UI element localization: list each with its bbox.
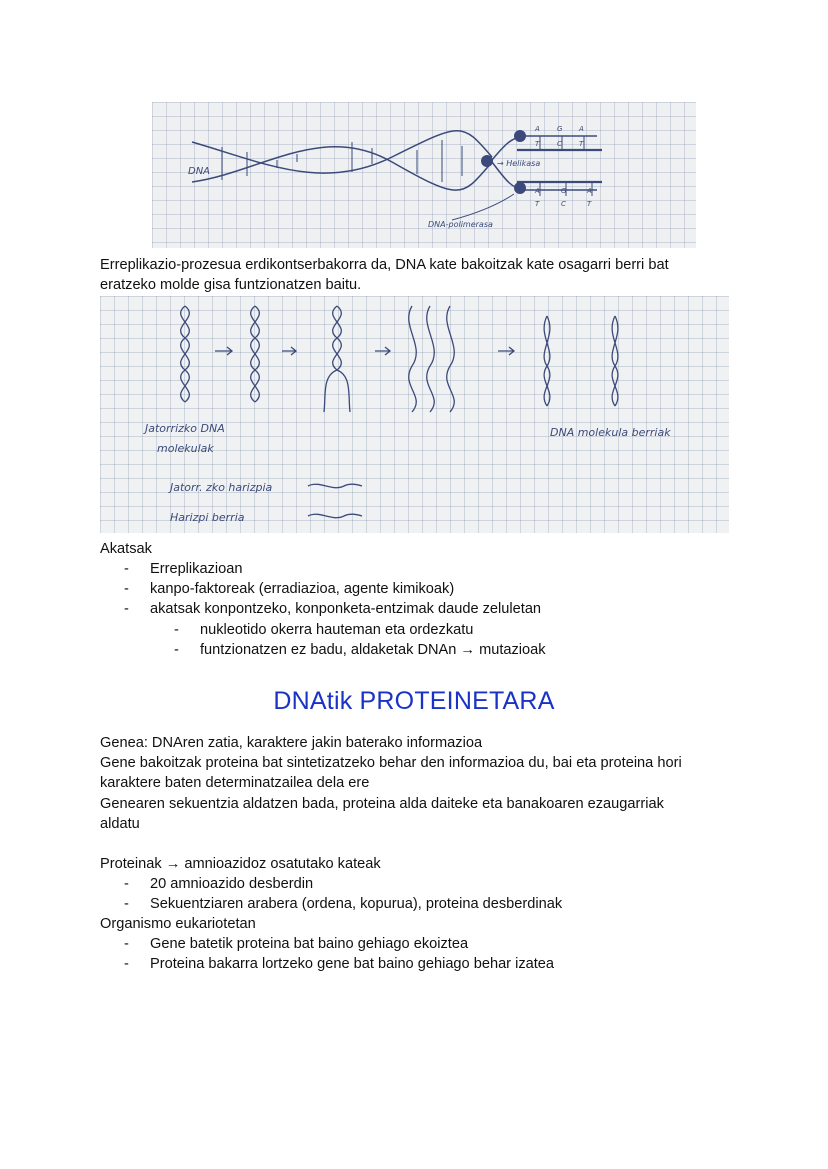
- errors-title: Akatsak: [100, 541, 152, 557]
- top-pair-1: T: [535, 140, 540, 148]
- new-molecules-label: DNA molekula berriak: [550, 426, 671, 439]
- list-item: - nukleotido okerra hauteman eta ordezkatu: [174, 622, 474, 638]
- parent-molecules-label-1: Jatorrizko DNA: [145, 422, 225, 435]
- top-base-3: A: [579, 125, 584, 133]
- gene-line: karaktere baten determinatzailea dela ere: [100, 775, 370, 792]
- semiconservative-drawing: [100, 296, 729, 533]
- proteins-title: Proteinak → amnioazidoz osatutako kateak: [100, 856, 381, 872]
- caption-line-2: eratzeko molde gisa funtzionatzen baitu.: [100, 277, 362, 294]
- bottom-base-3: A: [587, 187, 592, 195]
- gene-paragraph: [100, 733, 750, 834]
- list-item: - Proteina bakarra lortzeko gene bat baino gehiago behar izatea: [124, 956, 555, 973]
- list-item: - funtzionatzen ez badu, aldaketak DNAn → mutazioak: [174, 642, 546, 659]
- legend-new-strand: Harizpi berria: [170, 511, 245, 524]
- gene-line: Genea: DNAren zatia, karaktere jakin baterako informazioa: [100, 735, 483, 751]
- top-pair-3: T: [579, 140, 584, 148]
- top-base-1: A: [535, 125, 540, 133]
- replication-caption: [100, 255, 740, 295]
- list-item: - 20 amnioazido desberdin: [124, 876, 314, 892]
- list-item: - Erreplikazioan: [124, 561, 243, 577]
- eukaryote-list: [124, 934, 555, 974]
- errors-sublist: [174, 620, 546, 660]
- proteins-list: [124, 874, 563, 914]
- bottom-pair-2: C: [561, 200, 566, 208]
- list-item: - Gene batetik proteina bat baino gehiago ekoiztea: [124, 936, 469, 952]
- helicase-label: → Helikasa: [497, 159, 541, 168]
- gene-line: Genearen sekuentzia aldatzen bada, proteina alda daiteke eta banakoaren ezaugarriak: [100, 795, 664, 812]
- parent-molecules-label-2: molekulak: [157, 442, 214, 455]
- caption-line-1: Erreplikazio-prozesua erdikontserbakorra da, DNA kate bakoitzak kate osagarri berri bat: [100, 257, 669, 273]
- errors-list: [124, 559, 542, 620]
- semiconservative-photo: [100, 296, 729, 533]
- bottom-base-1: A: [535, 187, 540, 195]
- replication-fork-drawing: [152, 102, 696, 248]
- bottom-base-2: G: [561, 187, 567, 195]
- dna-label: DNA: [188, 166, 211, 177]
- replication-fork-photo: [152, 102, 696, 248]
- top-base-2: G: [557, 125, 563, 133]
- polymerase-label: DNA-polimerasa: [428, 220, 493, 229]
- list-item: - kanpo-faktoreak (erradiazioa, agente kimikoak): [124, 581, 455, 598]
- section-heading: DNAtik PROTEINETARA: [273, 687, 555, 715]
- bottom-pair-1: T: [535, 200, 540, 208]
- top-pair-2: C: [557, 140, 562, 148]
- eukaryote-title: Organismo eukariotetan: [100, 916, 256, 932]
- gene-line: aldatu: [100, 815, 140, 832]
- gene-line: Gene bakoitzak proteina bat sintetizatzeko behar den informazioa du, bai eta proteina hori: [100, 755, 682, 772]
- bottom-pair-3: T: [587, 200, 592, 208]
- list-item: - Sekuentziaren arabera (ordena, kopurua), proteina desberdinak: [124, 896, 563, 913]
- legend-parent-strand: Jatorr. zko harizpia: [170, 481, 273, 494]
- list-item: - akatsak konpontzeko, konponketa-entzimak daude zeluletan: [124, 601, 542, 618]
